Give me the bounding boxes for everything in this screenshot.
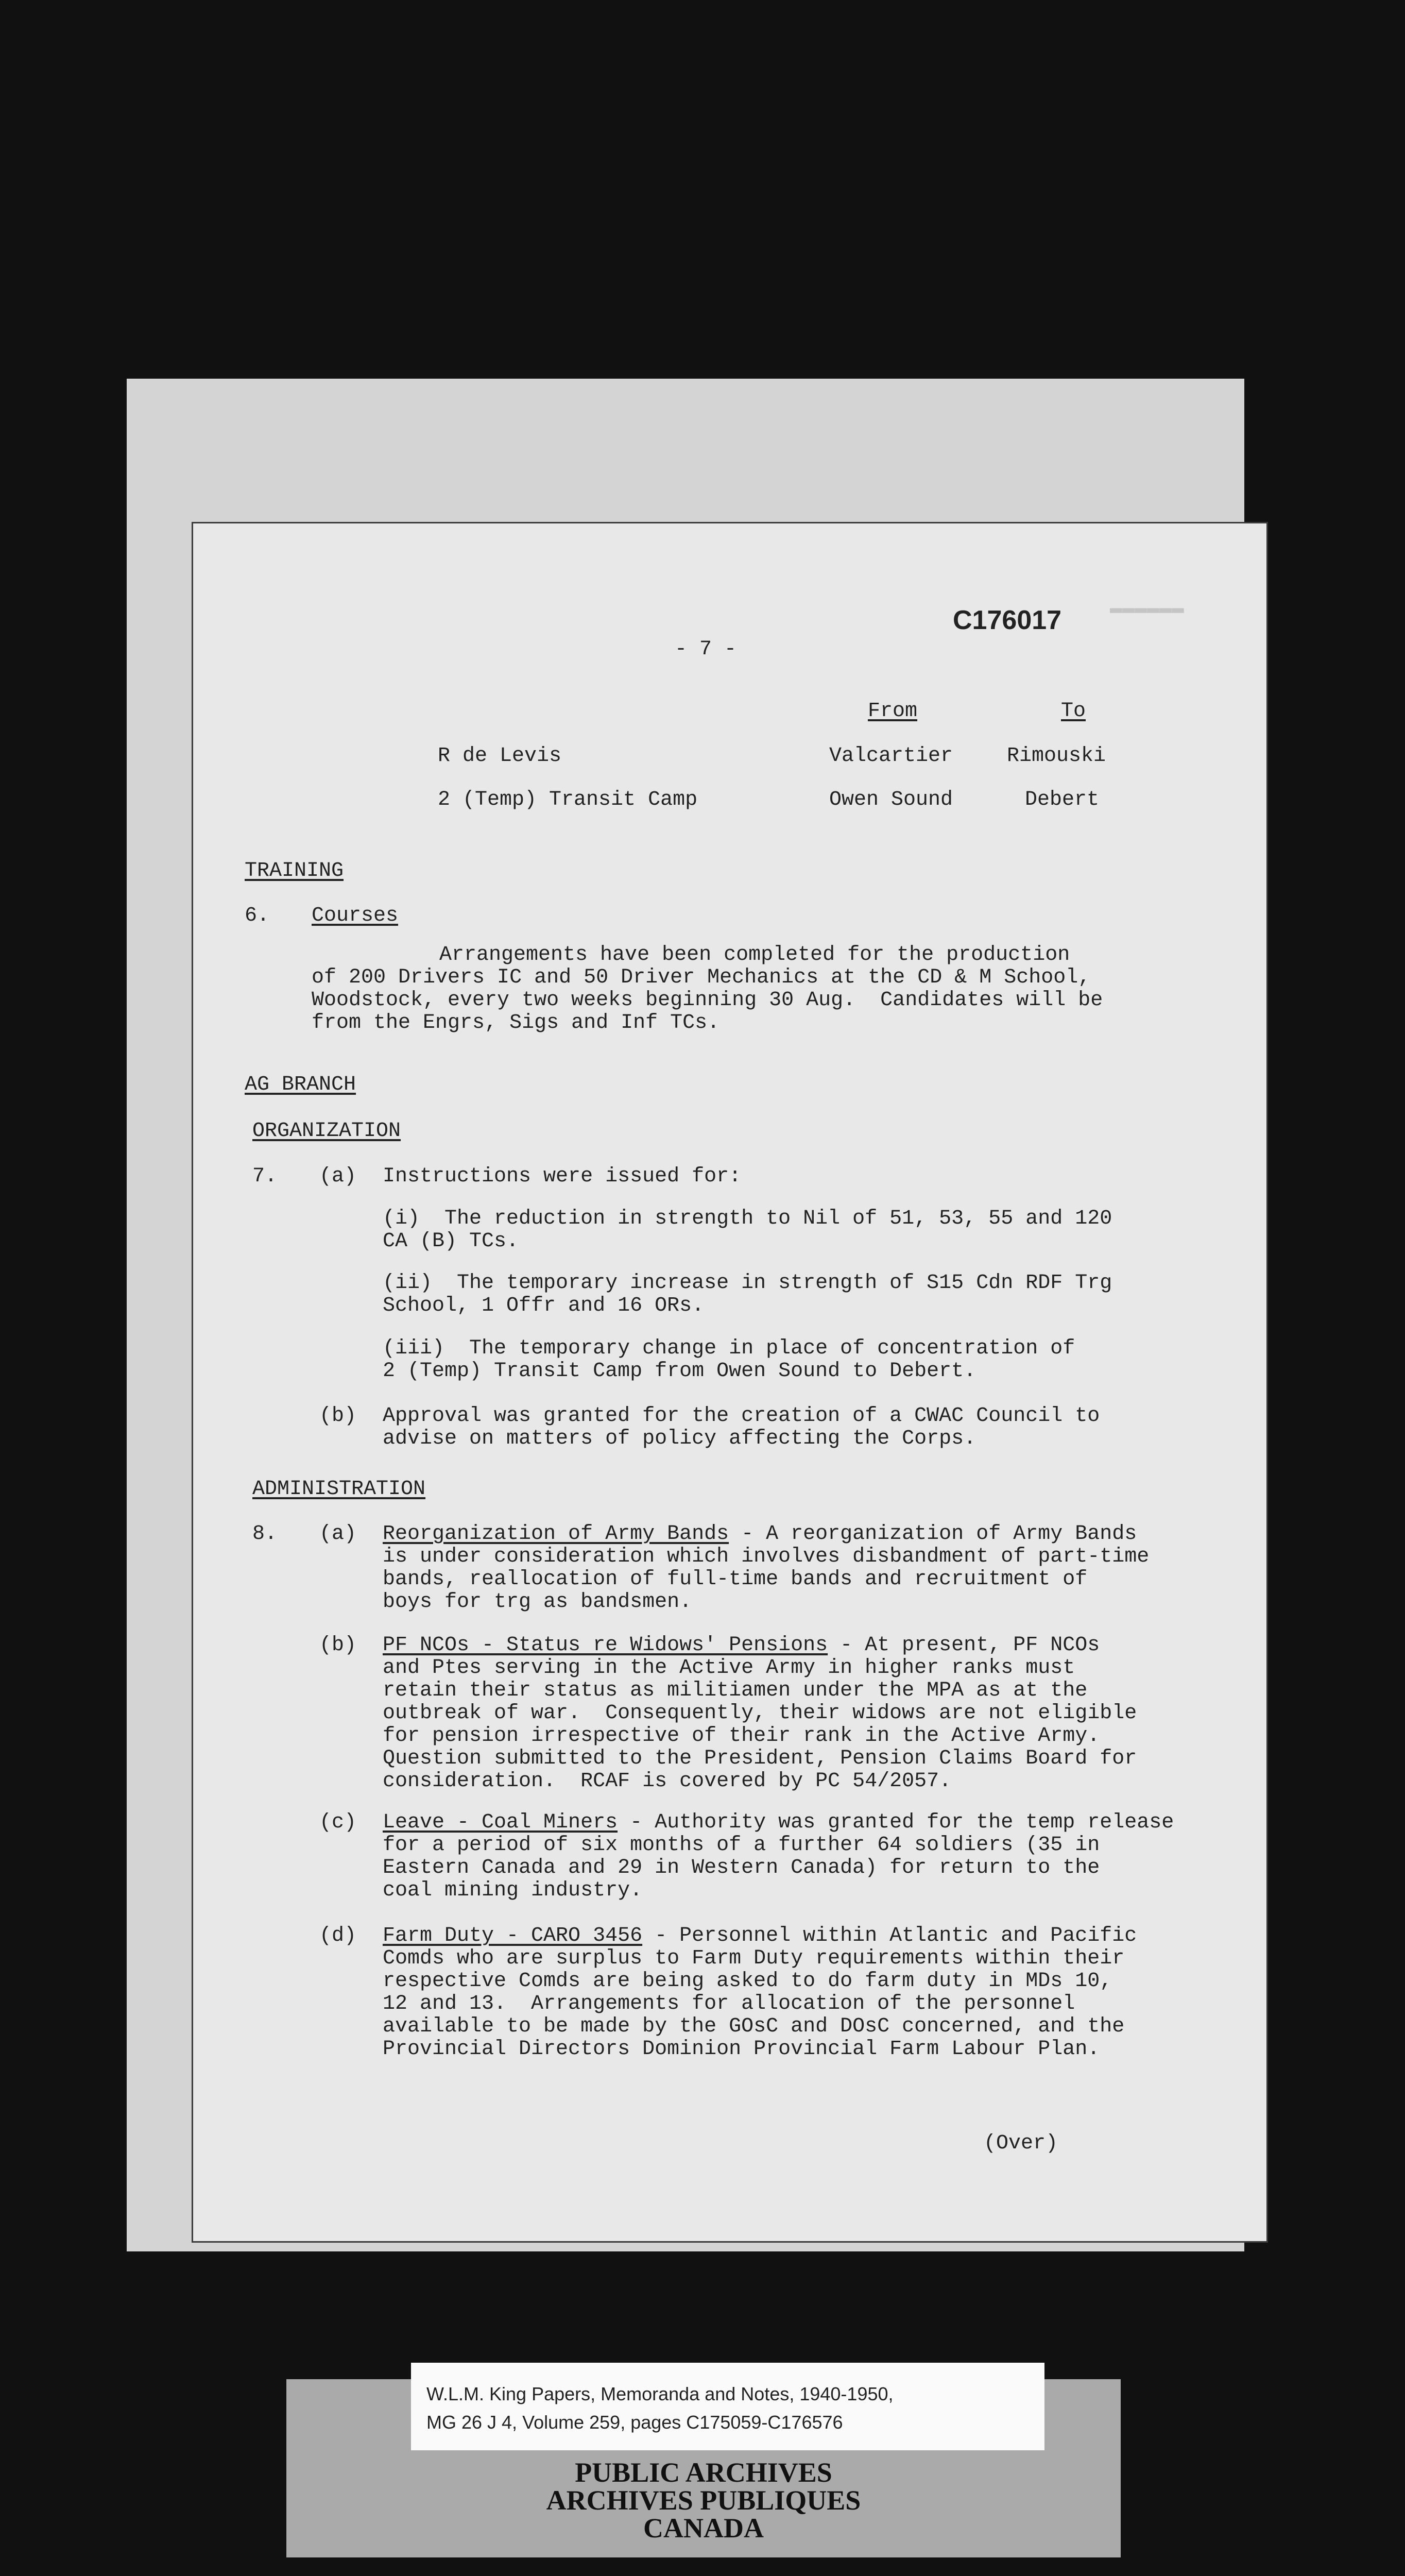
table-row-unit: R de Levis [438,744,562,768]
archive-stamp-line: PUBLIC ARCHIVES [575,2457,832,2488]
ag-branch-heading: AG BRANCH [245,1073,356,1096]
bleed-through-mark: ▬▬▬▬▬▬ [1110,601,1185,624]
item-label: (d) [319,1924,357,1947]
document-page [192,522,1268,2243]
subitem-line: (iii) The temporary change in place of concentration of [383,1337,1075,1360]
item-title: PF NCOs - Status re Widows' Pensions [383,1634,828,1657]
item-line: outbreak of war. Consequently, their widows are not eligible [383,1702,1137,1725]
table-row-to: Rimouski [1007,744,1106,768]
training-heading: TRAINING [245,859,344,883]
subitem-line: (i) The reduction in strength to Nil of 51, 53, 55 and 120 [383,1207,1112,1230]
page-number: - 7 - [675,638,737,661]
item-line: respective Comds are being asked to do farm duty in MDs 10, [383,1970,1112,1993]
col-header-from: From [868,700,918,723]
archive-stamp-line: ARCHIVES PUBLIQUES [546,2485,861,2516]
item-title: Reorganization of Army Bands [383,1522,729,1546]
item-line: for pension irrespective of their rank in the Active Army. [383,1724,1100,1748]
item-line: - Authority was granted for the temp release [618,1811,1174,1834]
archive-label-line: W.L.M. King Papers, Memoranda and Notes, 1940-1950, [426,2383,894,2404]
item-line: - Personnel within Atlantic and Pacific [642,1924,1137,1947]
courses-line: Woodstock, every two weeks beginning 30 Aug. Candidates will be [312,989,1103,1012]
subitem-line: (ii) The temporary increase in strength of S15 Cdn RDF Trg [383,1272,1112,1295]
item-line: available to be made by the GOsC and DOsC concerned, and the [383,2015,1125,2038]
archive-label-card [411,2363,1044,2450]
item-first-line [383,1926,1137,1946]
subitem-line: 2 (Temp) Transit Camp from Owen Sound to Debert. [383,1360,976,1383]
item-line: and Ptes serving in the Active Army in higher ranks must [383,1656,1075,1680]
para-number: 8. [252,1522,278,1546]
subitem-line: School, 1 Offr and 16 ORs. [383,1294,705,1317]
courses-line: from the Engrs, Sigs and Inf TCs. [312,1011,720,1035]
item-label: (c) [319,1811,357,1834]
table-row-from: Valcartier [829,744,953,768]
item-title: Farm Duty - CARO 3456 [383,1924,643,1947]
item-line: Eastern Canada and 29 in Western Canada) for return to the [383,1856,1100,1879]
subitem-line: CA (B) TCs. [383,1230,519,1253]
para-number: 6. [245,904,270,927]
item-line: Question submitted to the President, Pension Claims Board for [383,1747,1137,1770]
item-first-line [383,1524,1137,1545]
archive-label-line: MG 26 J 4, Volume 259, pages C175059-C176576 [426,2412,843,2433]
item-line: bands, reallocation of full-time bands and recruitment of [383,1568,1088,1591]
item-label: (b) [319,1634,357,1657]
item-line: advise on matters of policy affecting the Corps. [383,1427,976,1450]
courses-line: Arrangements have been completed for the production [439,943,1070,967]
item-text: Instructions were issued for: [383,1165,742,1188]
item-line: consideration. RCAF is covered by PC 54/2057. [383,1770,952,1793]
table-row-from: Owen Sound [829,788,953,811]
item-line: coal mining industry. [383,1879,643,1902]
item-line: Provincial Directors Dominion Provincial Farm Labour Plan. [383,2038,1100,2061]
item-label: (b) [319,1404,357,1428]
item-line: retain their status as militiamen under the MPA as at the [383,1679,1088,1702]
organization-heading: ORGANIZATION [252,1120,401,1143]
item-label: (a) [319,1522,357,1546]
item-line: 12 and 13. Arrangements for allocation of the personnel [383,1992,1075,2015]
table-row-to: Debert [1025,788,1100,811]
item-line: for a period of six months of a further 64 soldiers (35 in [383,1834,1100,1857]
item-line: boys for trg as bandsmen. [383,1590,692,1614]
archive-stamp-line: CANADA [643,2513,764,2544]
item-first-line [383,1812,1174,1833]
item-title: Leave - Coal Miners [383,1811,618,1834]
table-row-unit: 2 (Temp) Transit Camp [438,788,698,811]
para-number: 7. [252,1165,278,1188]
item-label: (a) [319,1165,357,1188]
item-first-line [383,1635,1100,1656]
administration-heading: ADMINISTRATION [252,1478,426,1501]
item-line: - A reorganization of Army Bands [729,1522,1137,1546]
item-line: Approval was granted for the creation of a CWAC Council to [383,1404,1100,1428]
reference-number: C176017 [953,605,1062,635]
item-line: Comds who are surplus to Farm Duty requirements within their [383,1947,1125,1970]
over-note: (Over) [984,2132,1058,2155]
courses-line: of 200 Drivers IC and 50 Driver Mechanics at the CD & M School, [312,966,1091,989]
col-header-to: To [1061,700,1086,723]
item-line: is under consideration which involves disbandment of part-time [383,1545,1150,1568]
item-line: - At present, PF NCOs [828,1634,1100,1657]
courses-heading: Courses [312,904,399,927]
